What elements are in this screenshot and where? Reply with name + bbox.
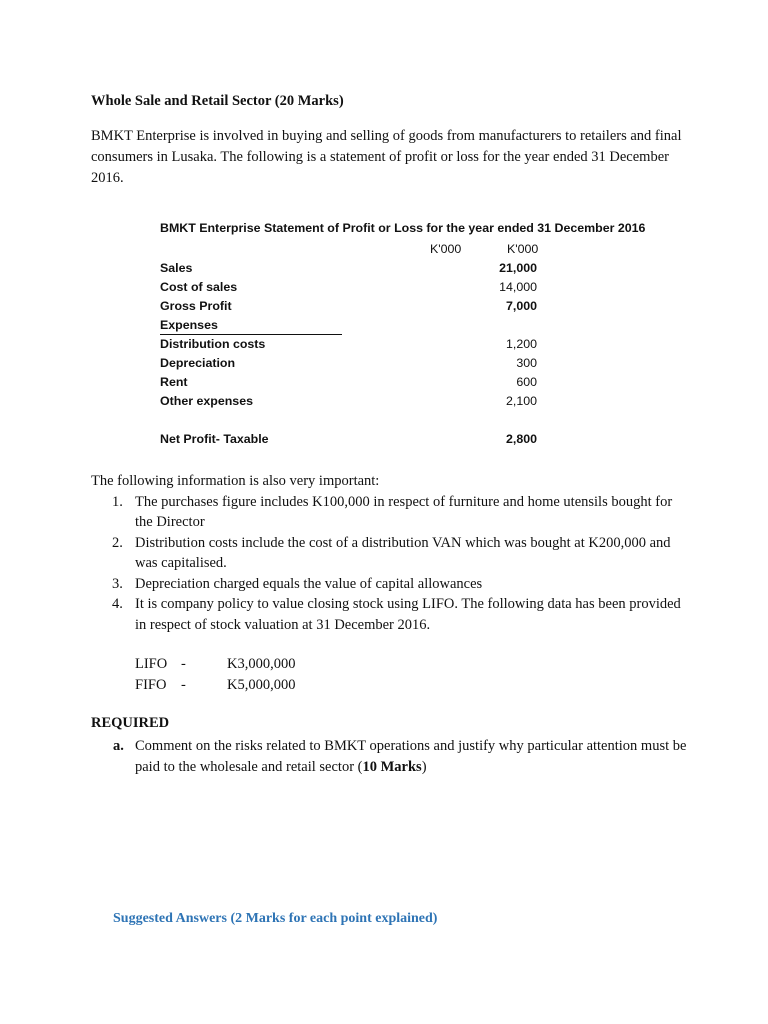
list-item	[91, 533, 691, 574]
row-label: Expenses	[160, 318, 218, 332]
row-value: 7,000	[505, 299, 537, 313]
stock-dash: -	[181, 656, 186, 672]
list-number: 2.	[112, 534, 123, 551]
suggested-answers-heading: Suggested Answers (2 Marks for each point explained)	[113, 911, 438, 926]
statement-title: BMKT Enterprise Statement of Profit or Loss for the year ended 31 December 2016	[160, 221, 646, 235]
list-text: It is company policy to value closing stock using LIFO. The following data has been provided in respect of stock valuation at 31 December 2016.	[135, 596, 681, 633]
section-heading: Whole Sale and Retail Sector (20 Marks)	[91, 93, 344, 109]
list-text: Distribution costs include the cost of a distribution VAN which was bought at K200,000 and was capitalised.	[135, 534, 671, 571]
statement-row	[160, 394, 540, 413]
statement-row	[160, 280, 540, 299]
stock-value: K3,000,000	[227, 656, 296, 672]
additional-information	[91, 471, 691, 635]
statement-row	[160, 261, 540, 280]
row-label: Rent	[160, 375, 188, 389]
question-letter: a.	[113, 738, 124, 754]
statement-row	[160, 432, 540, 451]
row-value: 2,100	[505, 394, 537, 408]
expenses-underline	[160, 334, 342, 335]
stock-valuation	[135, 654, 435, 696]
required-heading: REQUIRED	[91, 715, 170, 731]
column-header-2: K'000	[507, 242, 539, 256]
stock-value: K5,000,000	[227, 677, 296, 693]
list-number: 3.	[112, 575, 123, 592]
list-item	[91, 594, 691, 635]
statement-row	[160, 299, 540, 318]
question-text	[135, 736, 691, 777]
stock-dash: -	[181, 677, 186, 693]
info-lead: The following information is also very important:	[91, 473, 380, 489]
statement-row	[160, 375, 540, 394]
intro-paragraph	[91, 126, 691, 189]
question-a	[91, 736, 691, 777]
statement-row	[160, 337, 540, 356]
list-text: The purchases figure includes K100,000 in respect of furniture and home utensils bought for the Director	[135, 493, 673, 530]
intro-text: BMKT Enterprise is involved in buying and selling of goods from manufacturers to retailers and final consumers in Lusaka. The following is a statement of profit or loss for the year ended 31 December 2016.	[91, 128, 682, 186]
list-item	[91, 492, 691, 533]
list-number: 4.	[112, 596, 123, 612]
statement-row	[160, 356, 540, 375]
stock-method: FIFO	[135, 677, 167, 693]
list-number: 1.	[112, 493, 123, 510]
row-value: 21,000	[499, 261, 537, 275]
row-label: Distribution costs	[160, 337, 266, 351]
stock-method: LIFO	[135, 656, 168, 672]
row-label: Other expenses	[160, 394, 253, 408]
row-value: 1,200	[505, 337, 537, 351]
row-label: Depreciation	[160, 356, 236, 370]
row-value: 2,800	[505, 432, 537, 446]
row-label: Cost of sales	[160, 280, 238, 294]
list-item	[91, 574, 691, 595]
row-value: 300	[516, 356, 537, 370]
question-close: )	[421, 758, 427, 775]
row-label: Sales	[160, 261, 193, 275]
question-body: Comment on the risks related to BMKT operations and justify why particular attention must be paid to the wholesale and retail sector (	[135, 738, 687, 775]
row-label: Net Profit- Taxable	[160, 432, 269, 446]
question-marks: 10 Marks	[362, 758, 422, 775]
stock-row	[135, 654, 435, 675]
column-header-1: K'000	[430, 242, 462, 256]
info-list	[91, 492, 691, 636]
stock-row	[135, 675, 435, 696]
row-value: 14,000	[499, 280, 537, 294]
row-label: Gross Profit	[160, 299, 232, 313]
list-text: Depreciation charged equals the value of capital allowances	[135, 575, 483, 592]
row-value: 600	[516, 375, 537, 389]
